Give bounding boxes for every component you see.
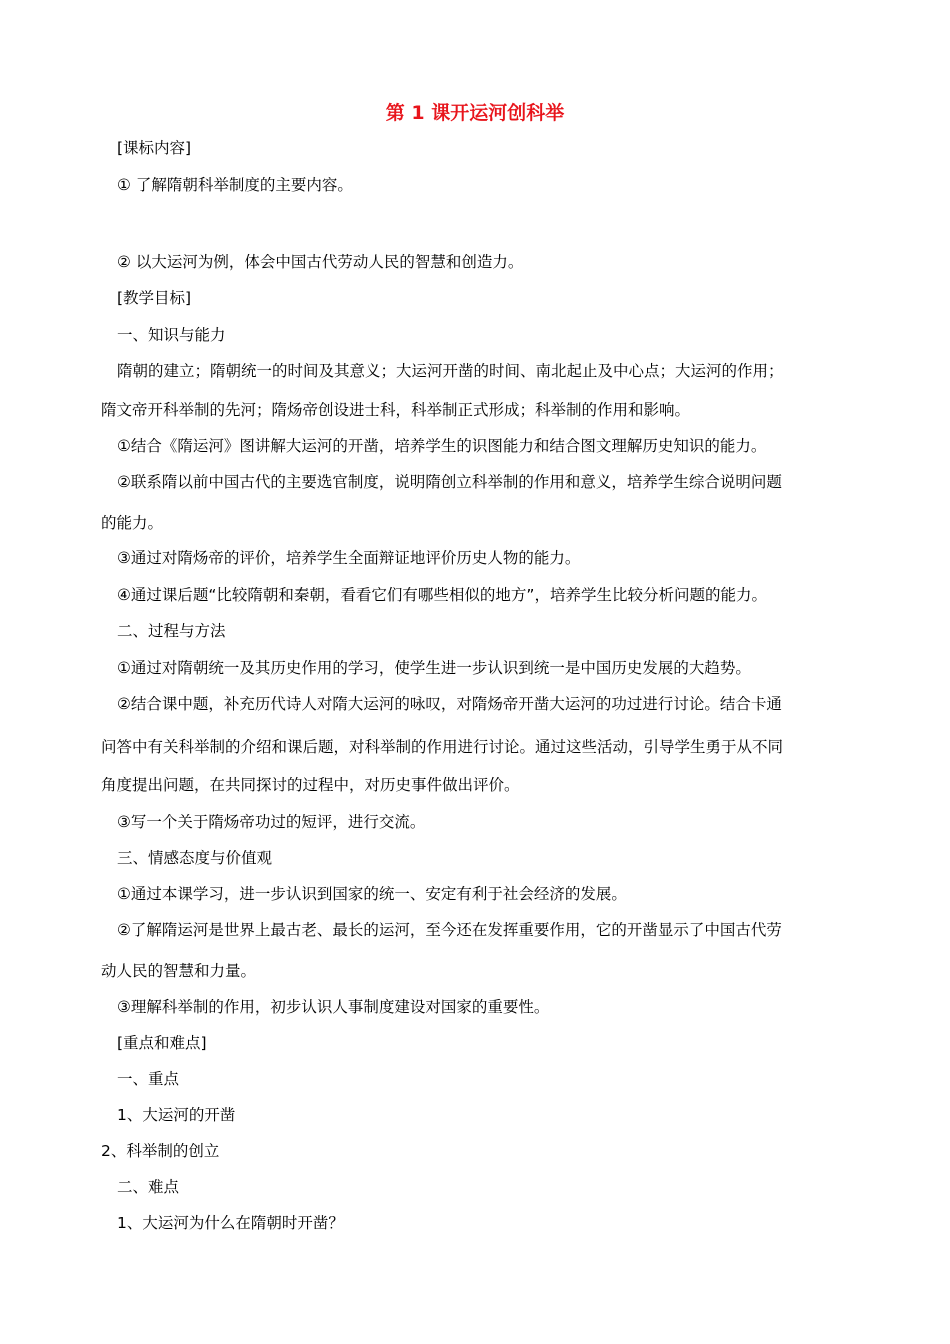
document-title: 第 1 课开运河创科举: [385, 102, 565, 124]
paragraph: ①结合《隋运河》图讲解大运河的开凿，培养学生的识图能力和结合图文理解历史知识的能力。: [117, 437, 767, 455]
paragraph: 隋朝的建立；隋朝统一的时间及其意义；大运河开凿的时间、南北起止及中心点；大运河的作用；: [117, 362, 784, 380]
paragraph: ② 以大运河为例，体会中国古代劳动人民的智慧和创造力。: [117, 253, 524, 271]
section-heading-curriculum: [课标内容]: [117, 139, 192, 157]
section-heading-key-points: [重点和难点]: [117, 1034, 207, 1052]
paragraph: 隋文帝开科举制的先河；隋炀帝创设进士科，科举制正式形成；科举制的作用和影响。: [101, 401, 691, 419]
paragraph: ②了解隋运河是世界上最古老、最长的运河，至今还在发挥重要作用，它的开凿显示了中国古代劳: [117, 921, 782, 939]
paragraph: ②结合课中题，补充历代诗人对隋大运河的咏叹，对隋炀帝开凿大运河的功过进行讨论。结合卡通: [117, 695, 782, 713]
section-heading-objectives: [教学目标]: [117, 289, 192, 307]
paragraph: 动人民的智慧和力量。: [101, 962, 257, 980]
paragraph: ③写一个关于隋炀帝功过的短评，进行交流。: [117, 813, 426, 831]
subheading: 一、重点: [117, 1070, 180, 1088]
paragraph: 问答中有关科举制的介绍和课后题，对科举制的作用进行讨论。通过这些活动，引导学生勇于从不同: [101, 738, 784, 756]
paragraph: ① 了解隋朝科举制度的主要内容。: [117, 176, 353, 194]
subheading: 二、过程与方法: [117, 622, 226, 640]
paragraph: ③理解科举制的作用，初步认识人事制度建设对国家的重要性。: [117, 998, 550, 1016]
paragraph: ③通过对隋炀帝的评价，培养学生全面辩证地评价历史人物的能力。: [117, 549, 581, 567]
paragraph: ①通过本课学习，进一步认识到国家的统一、安定有利于社会经济的发展。: [117, 885, 627, 903]
list-item: 2、科举制的创立: [101, 1142, 220, 1160]
subheading: 一、知识与能力: [117, 326, 226, 344]
paragraph: 的能力。: [101, 514, 164, 532]
paragraph: ④通过课后题“比较隋朝和秦朝，看看它们有哪些相似的地方”，培养学生比较分析问题的能力。: [117, 586, 767, 604]
paragraph: ②联系隋以前中国古代的主要选官制度，说明隋创立科举制的作用和意义，培养学生综合说明问题: [117, 473, 782, 491]
list-item: 1、大运河的开凿: [117, 1106, 236, 1124]
paragraph: ①通过对隋朝统一及其历史作用的学习，使学生进一步认识到统一是中国历史发展的大趋势。: [117, 659, 751, 677]
subheading: 三、情感态度与价值观: [117, 849, 273, 867]
paragraph: 角度提出问题，在共同探讨的过程中，对历史事件做出评价。: [101, 776, 520, 794]
subheading: 二、难点: [117, 1178, 180, 1196]
list-item: 1、大运河为什么在隋朝时开凿？: [117, 1214, 344, 1232]
